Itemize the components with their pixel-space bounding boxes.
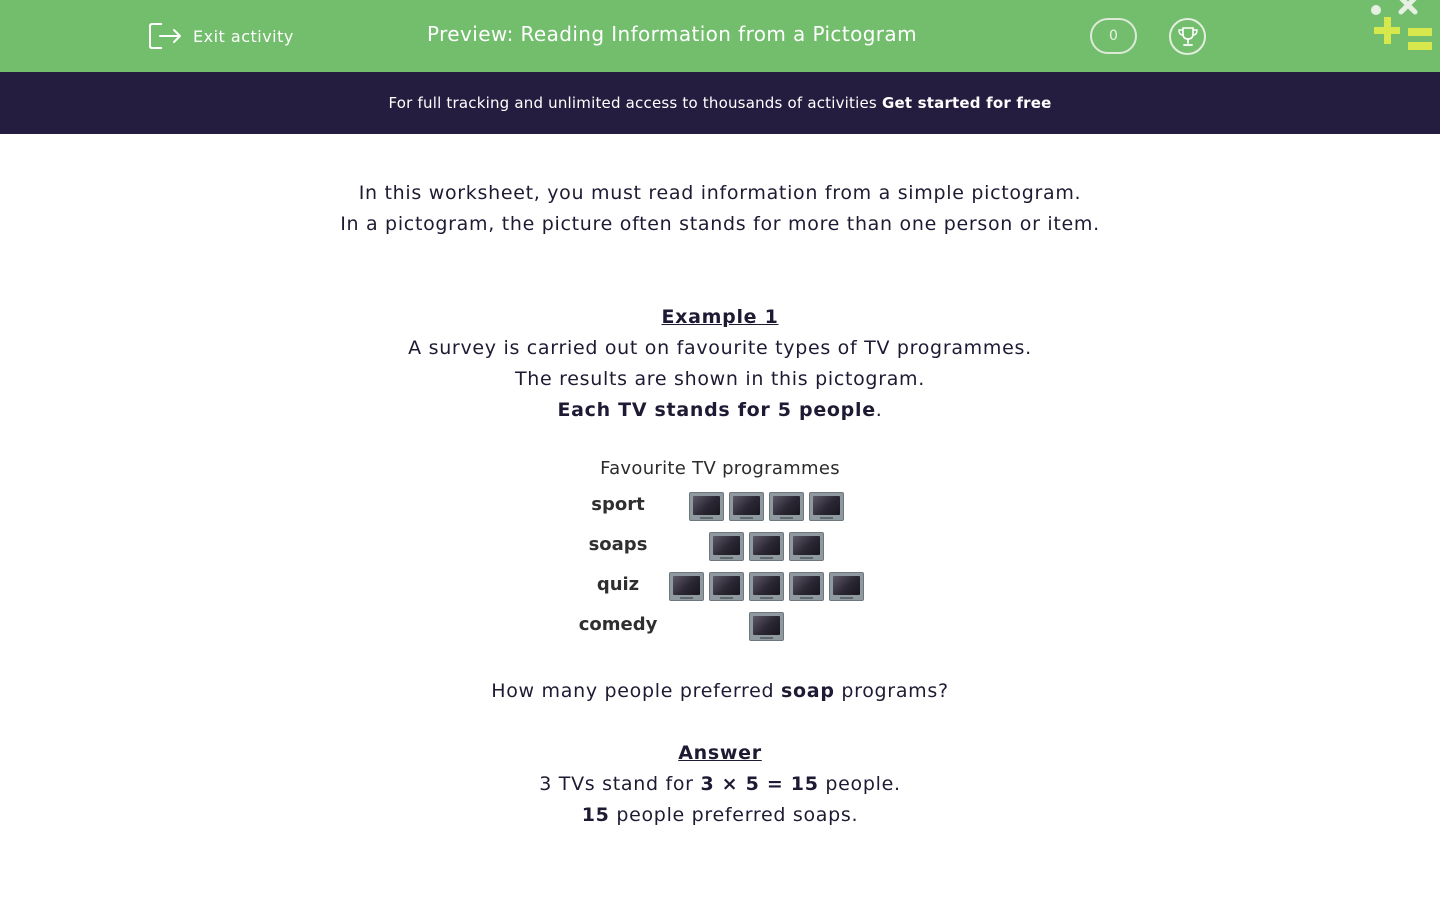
page-title: Preview: Reading Information from a Pictogram [427,22,917,46]
tv-icon [789,532,824,561]
answer-line-1-post: people. [818,773,901,795]
intro-line-2: In a pictogram, the picture often stands for more than one person or item. [340,213,1100,235]
tv-icon [689,492,724,521]
pictogram-category-label: comedy [578,614,658,635]
tv-icon [829,572,864,601]
tv-icon [729,492,764,521]
tv-icon [809,492,844,521]
maths-symbols-logo-icon [1366,0,1440,60]
example-heading [0,304,1440,330]
pictogram-icons [668,532,864,562]
pictogram-row [560,610,890,644]
pictogram-icons [668,492,864,522]
pictogram-key [0,397,1440,423]
answer-heading-text: Answer [678,742,762,764]
get-started-link[interactable]: Get started for free [881,94,1052,112]
intro-line-1: In this worksheet, you must read information from a simple pictogram. [358,182,1082,204]
answer-line-1 [0,771,1440,797]
example-heading-text: Example 1 [661,306,779,328]
pictogram-category-label: soaps [588,534,648,555]
score-badge: 0 [1090,18,1137,54]
answer-line-1-pre: 3 TVs stand for [539,773,701,795]
tv-icon [789,572,824,601]
question-bold: soap [781,680,835,702]
tv-icon [669,572,704,601]
tv-icon [749,572,784,601]
exit-activity-button[interactable] [149,21,294,51]
answer-heading [0,740,1440,766]
tv-icon [709,572,744,601]
tv-icon [769,492,804,521]
answer-line-2-bold: 15 [581,804,610,826]
promo-text: For full tracking and unlimited access to thousands of activities [388,94,877,112]
question-post: programs? [834,680,949,702]
tv-icon [749,532,784,561]
example-line-2: The results are shown in this pictogram. [514,368,925,390]
pictogram-row [560,530,890,564]
question [0,678,1440,704]
example-line-1: A survey is carried out on favourite types of TV programmes. [408,337,1032,359]
tv-icon [709,532,744,561]
pictogram-row [560,570,890,604]
trophy-button[interactable] [1169,18,1206,55]
pictogram-icons [668,612,864,642]
pictogram-category-label: sport [591,494,645,515]
pictogram-title: Favourite TV programmes [600,458,840,479]
answer-line-1-bold: 3 × 5 = 15 [700,773,819,795]
tv-icon [749,612,784,641]
pictogram-category-label: quiz [596,574,640,595]
promo-banner [0,72,1440,134]
worksheet-content [0,134,1440,900]
question-pre: How many people preferred [491,680,782,702]
exit-icon [149,21,183,51]
top-header [0,0,1440,72]
answer-line-2 [0,802,1440,828]
pictogram-key-end: . [875,399,883,421]
pictogram-icons [668,572,864,602]
exit-activity-label: Exit activity [193,26,294,46]
pictogram-key-bold: Each TV stands for 5 people [557,399,876,421]
trophy-icon [1176,25,1200,49]
answer-line-2-post: people preferred soaps. [609,804,859,826]
pictogram-row [560,490,890,524]
